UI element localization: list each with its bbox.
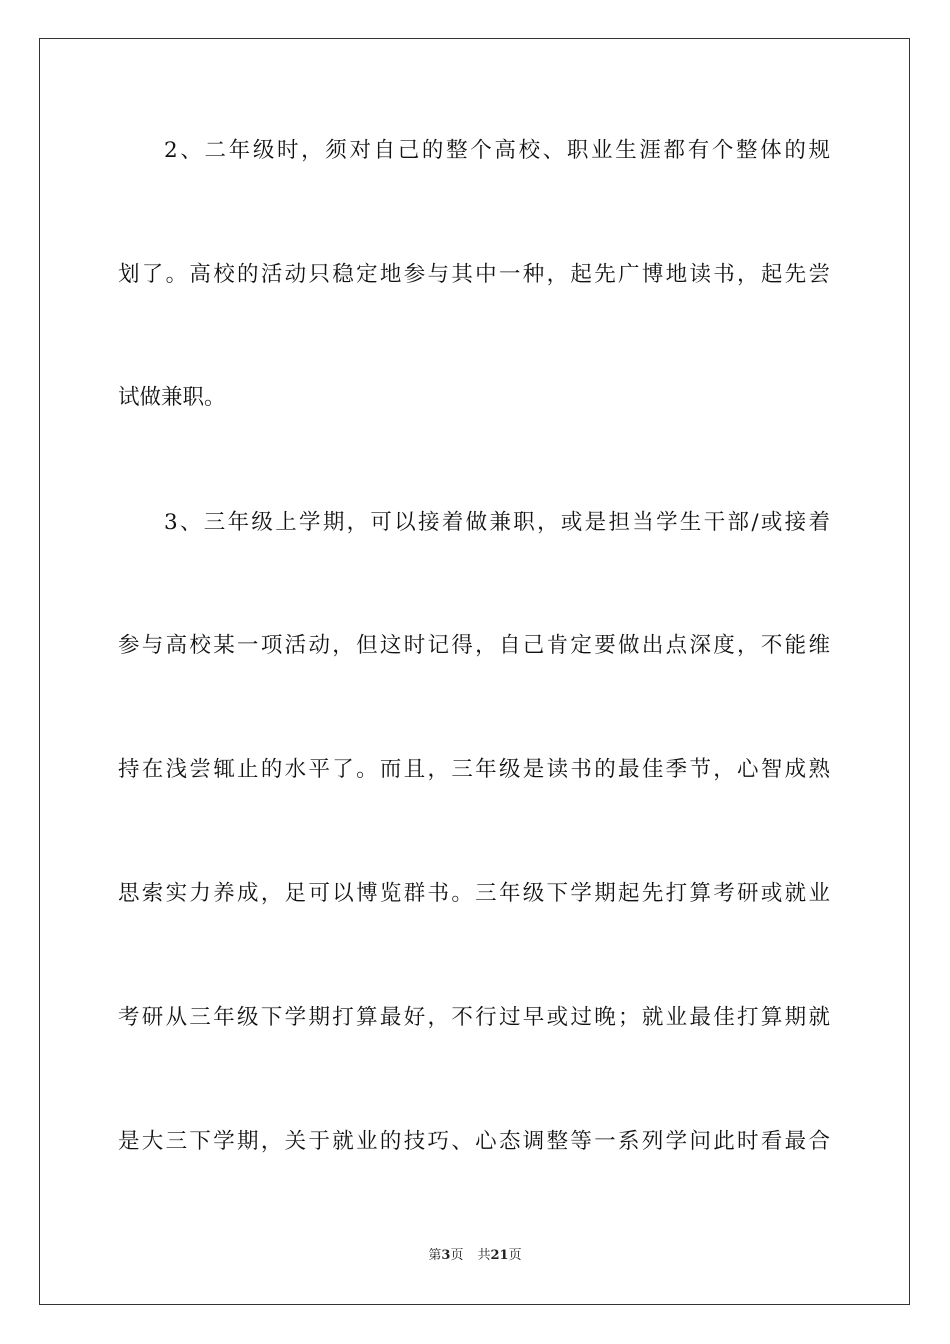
total-pages: 21 <box>490 1248 509 1263</box>
paragraph-2-line-3: 试做兼职。 <box>118 385 226 410</box>
paragraph-3-line-5: 考研从三年级下学期打算最好，不行过早或过晚；就业最佳打算期就 <box>118 1005 830 1030</box>
page-suffix: 页 <box>450 1248 464 1263</box>
total-suffix: 页 <box>508 1248 522 1263</box>
total-prefix: 共 <box>477 1248 491 1263</box>
paragraph-3-line-1: 3、三年级上学期，可以接着做兼职，或是担当学生干部/或接着 <box>164 510 830 535</box>
page-footer <box>0 1247 950 1265</box>
paragraph-3-line-3: 持在浅尝辄止的水平了。而且，三年级是读书的最佳季节，心智成熟 <box>118 757 830 782</box>
paragraph-2-line-1: 2、二年级时，须对自己的整个高校、职业生涯都有个整体的规 <box>164 138 830 163</box>
paragraph-3-line-4: 思索实力养成，足可以博览群书。三年级下学期起先打算考研或就业 <box>118 881 830 906</box>
paragraph-3-line-6: 是大三下学期，关于就业的技巧、心态调整等一系列学问此时看最合 <box>118 1129 830 1154</box>
page-border <box>39 38 910 1305</box>
page-number: 3 <box>441 1248 451 1263</box>
page-prefix: 第 <box>428 1248 442 1263</box>
paragraph-2-line-2: 划了。高校的活动只稳定地参与其中一种，起先广博地读书，起先尝 <box>118 262 830 287</box>
paragraph-3-line-2: 参与高校某一项活动，但这时记得，自己肯定要做出点深度，不能维 <box>118 633 830 658</box>
